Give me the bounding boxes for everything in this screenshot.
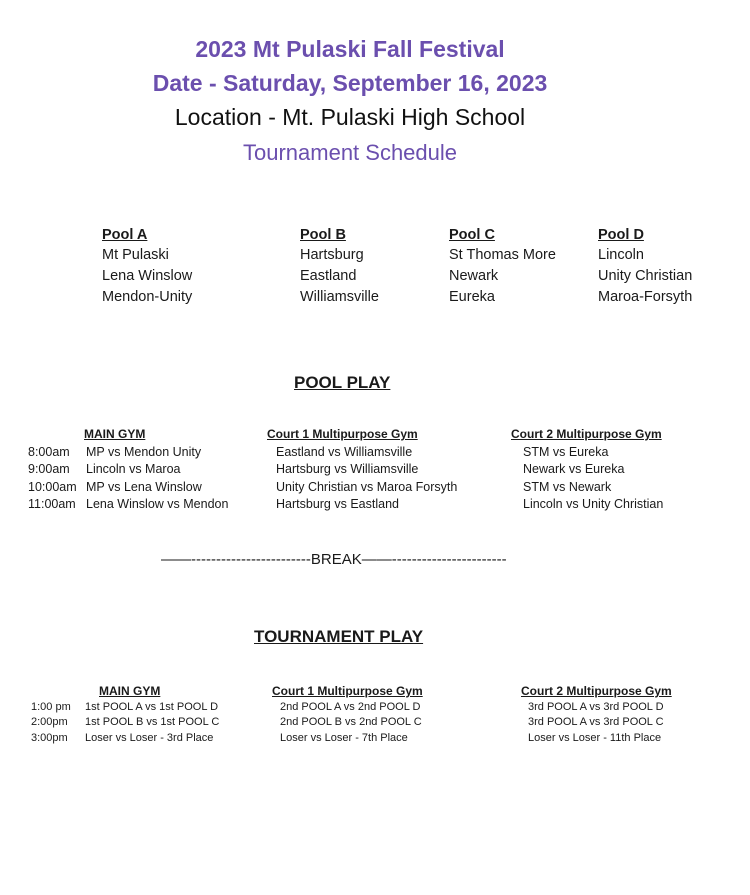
tournament-match: 3rd POOL A vs 3rd POOL C <box>528 716 664 728</box>
pool-play-match: Lincoln vs Unity Christian <box>523 497 664 511</box>
tournament-play-title: TOURNAMENT PLAY <box>254 627 424 646</box>
tournament-time: 1:00 pm <box>31 701 71 713</box>
break-divider: ——------------------------BREAK——----------------------- <box>161 551 507 568</box>
tournament-match: Loser vs Loser - 3rd Place <box>85 732 214 744</box>
pool-play-col-main: MAIN GYM <box>84 427 146 441</box>
pool-play-match: Lena Winslow vs Mendon <box>86 497 229 511</box>
pool-play-col-court2: Court 2 Multipurpose Gym <box>511 427 662 441</box>
tournament-match: Loser vs Loser - 11th Place <box>528 732 662 744</box>
pool-d-team: Unity Christian <box>598 268 693 284</box>
pool-play-time: 10:00am <box>28 480 77 494</box>
pool-b-heading: Pool B <box>300 227 346 243</box>
page-title: 2023 Mt Pulaski Fall Festival <box>195 36 505 62</box>
pool-b-team: Williamsville <box>300 289 379 305</box>
pool-b-team: Hartsburg <box>300 247 364 263</box>
pool-play-match: STM vs Eureka <box>523 445 609 459</box>
tournament-time: 3:00pm <box>31 732 68 744</box>
pool-play-match: Lincoln vs Maroa <box>86 462 181 476</box>
pool-play-match: Hartsburg vs Williamsville <box>276 462 419 476</box>
pool-c-heading: Pool C <box>449 227 495 243</box>
pool-d-team: Maroa-Forsyth <box>598 289 693 305</box>
page-subtitle: Tournament Schedule <box>242 140 458 165</box>
tournament-match: 3rd POOL A vs 3rd POOL D <box>528 701 664 713</box>
pool-c-team: Eureka <box>449 289 495 305</box>
pool-d-team: Lincoln <box>598 247 644 263</box>
event-location: Location - Mt. Pulaski High School <box>174 104 526 130</box>
tournament-time: 2:00pm <box>31 716 68 728</box>
tournament-match: 1st POOL A vs 1st POOL D <box>85 701 219 713</box>
tournament-match: Loser vs Loser - 7th Place <box>280 732 408 744</box>
tournament-col-court2: Court 2 Multipurpose Gym <box>521 684 672 698</box>
event-date: Date - Saturday, September 16, 2023 <box>152 70 548 96</box>
pool-a-team: Lena Winslow <box>102 268 193 284</box>
pool-play-time: 9:00am <box>28 462 70 476</box>
tournament-match: 2nd POOL A vs 2nd POOL D <box>280 701 421 713</box>
pool-play-title: POOL PLAY <box>294 373 391 392</box>
pool-play-col-court1: Court 1 Multipurpose Gym <box>267 427 418 441</box>
pool-play-match: Eastland vs Williamsville <box>276 445 413 459</box>
pool-play-time: 8:00am <box>28 445 70 459</box>
pool-play-match: STM vs Newark <box>523 480 612 494</box>
tournament-col-main: MAIN GYM <box>99 684 161 698</box>
pool-play-time: 11:00am <box>28 497 76 511</box>
pool-c-team: Newark <box>449 268 499 284</box>
pool-play-match: Newark vs Eureka <box>523 462 625 476</box>
pool-b-team: Eastland <box>300 268 357 284</box>
pool-play-match: MP vs Mendon Unity <box>86 445 202 459</box>
tournament-match: 1st POOL B vs 1st POOL C <box>85 716 220 728</box>
pool-a-team: Mt Pulaski <box>102 247 169 263</box>
pool-a-team: Mendon-Unity <box>102 289 193 305</box>
pool-play-match: Unity Christian vs Maroa Forsyth <box>276 480 458 494</box>
pool-d-heading: Pool D <box>598 227 644 243</box>
pool-a-heading: Pool A <box>102 227 148 243</box>
tournament-match: 2nd POOL B vs 2nd POOL C <box>280 716 422 728</box>
tournament-col-court1: Court 1 Multipurpose Gym <box>272 684 423 698</box>
pool-c-team: St Thomas More <box>449 247 556 263</box>
pool-play-match: Hartsburg vs Eastland <box>276 497 399 511</box>
pool-play-match: MP vs Lena Winslow <box>86 480 202 494</box>
